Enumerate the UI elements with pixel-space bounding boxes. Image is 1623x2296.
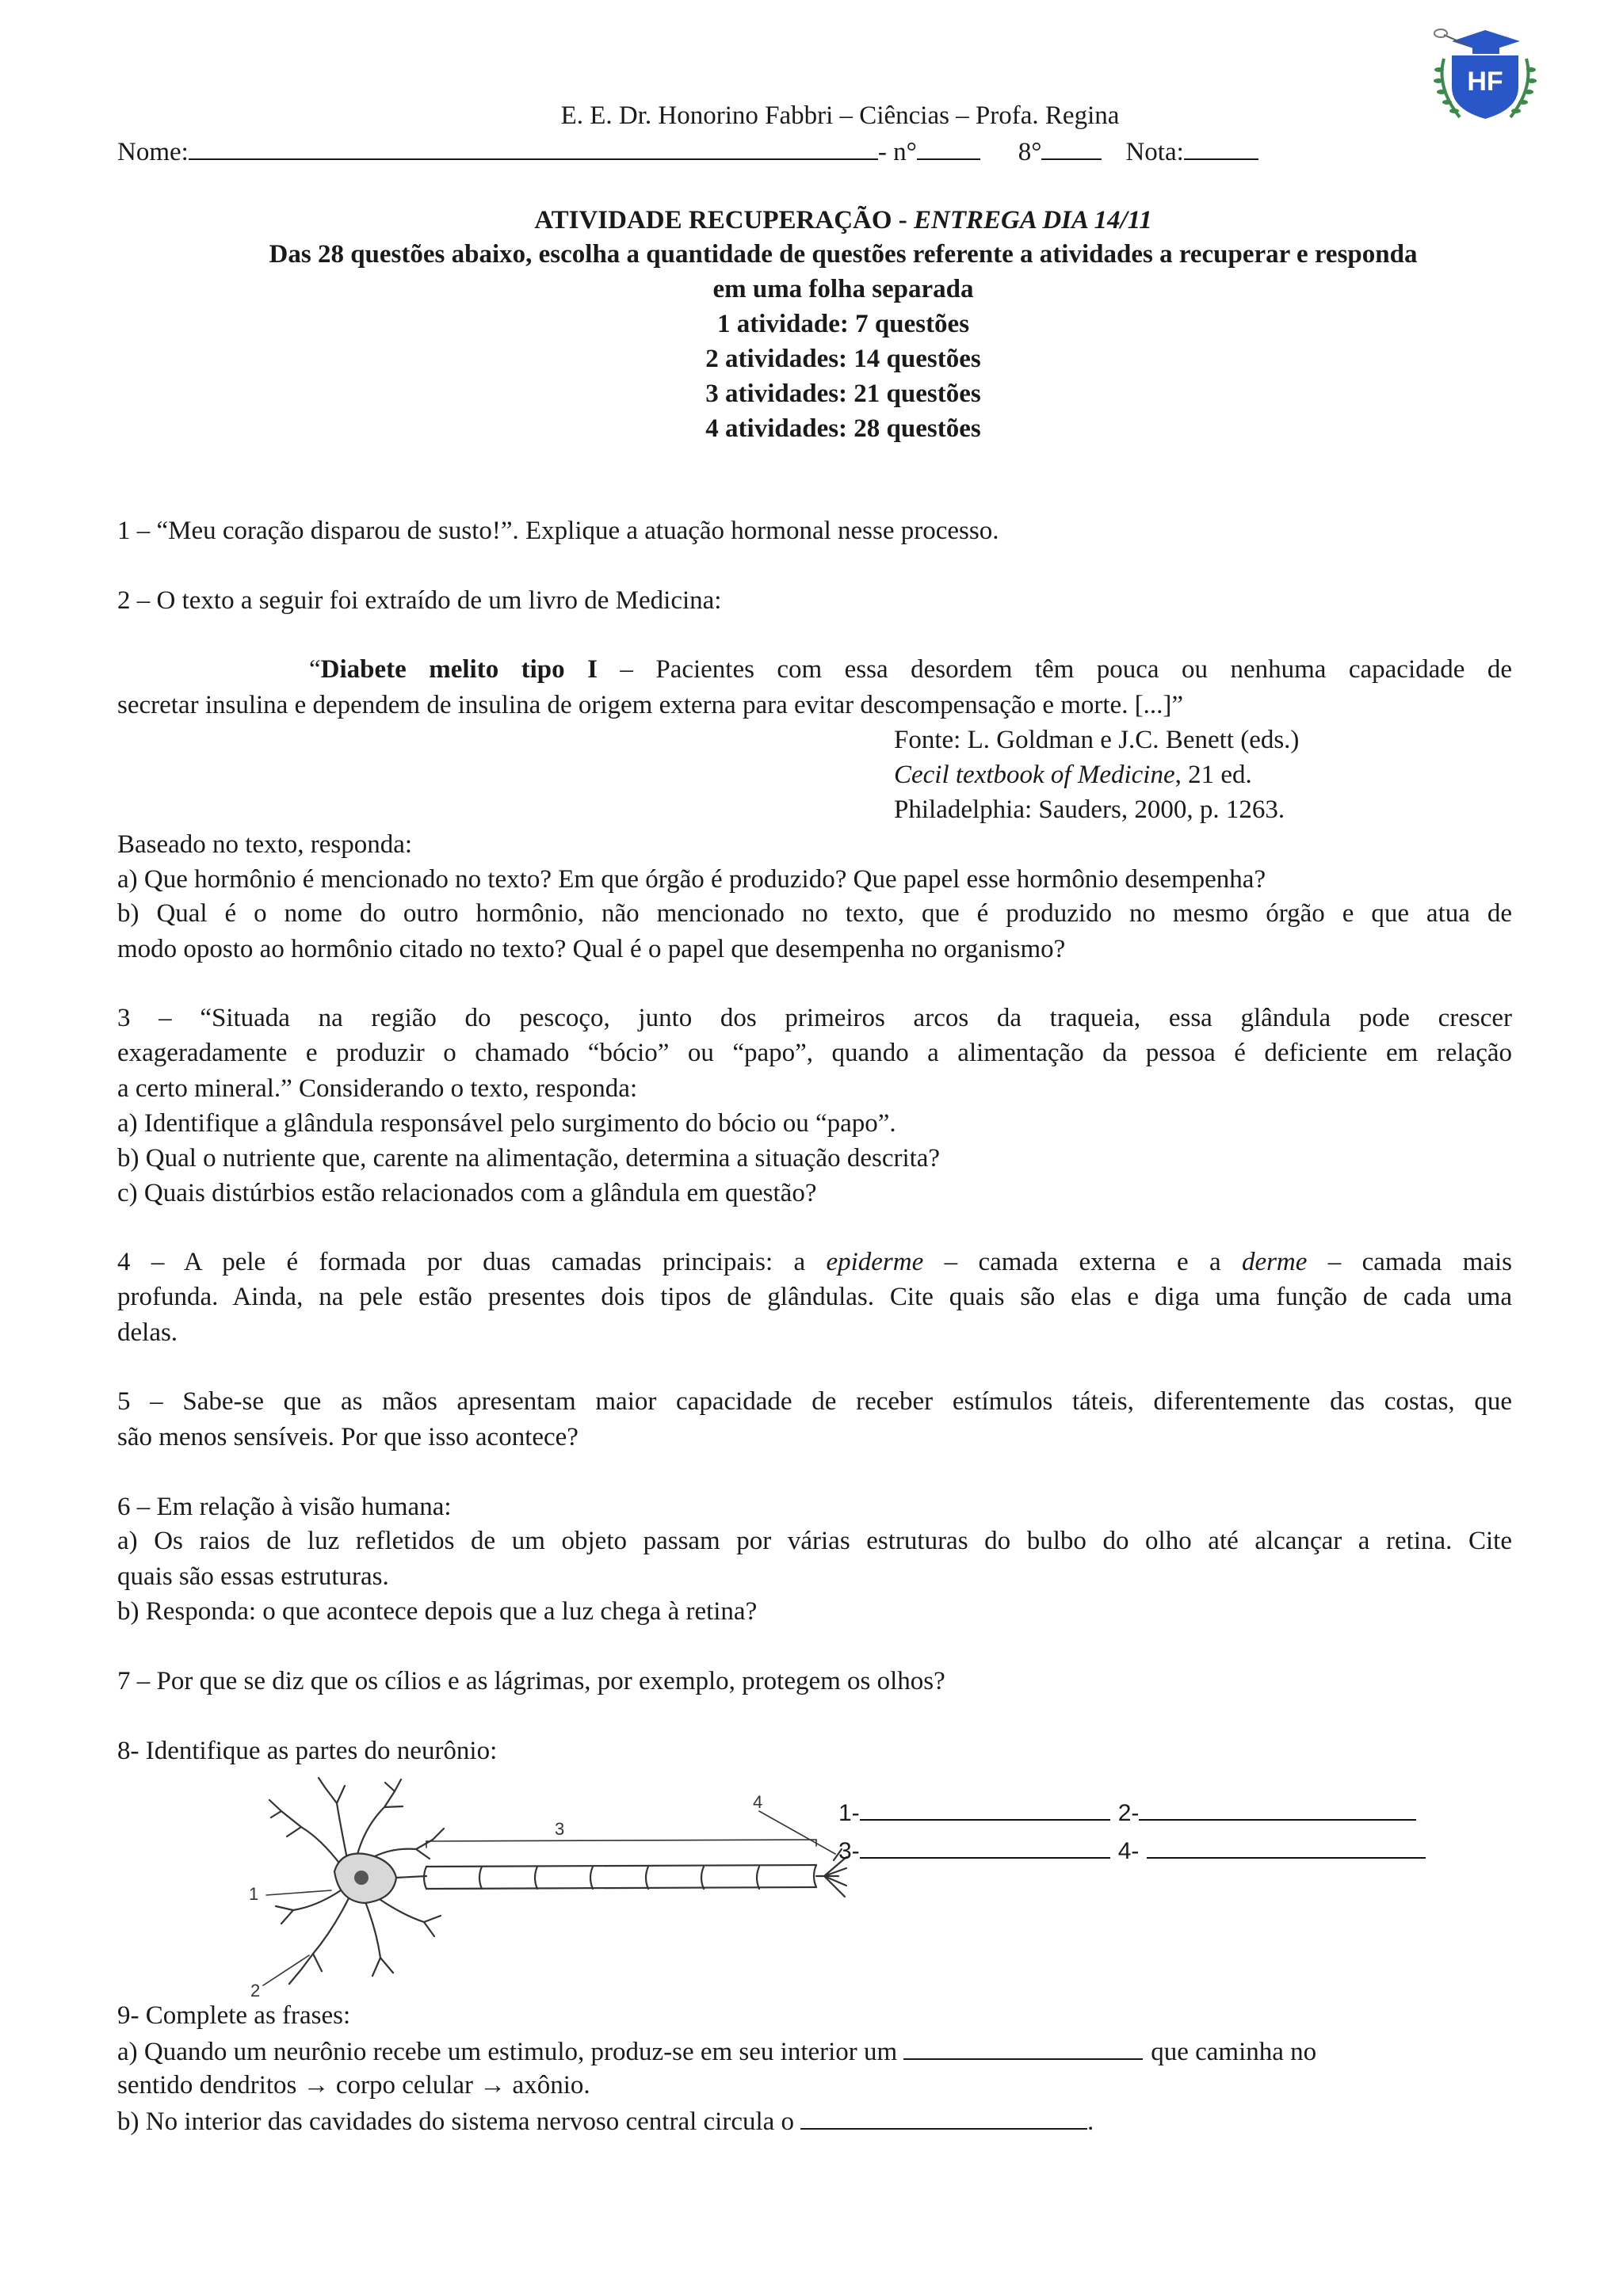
option-4: 4 atividades: 28 questões <box>705 414 981 443</box>
source-edition: , 21 ed. <box>1174 761 1252 789</box>
question-9-a-line-2: sentido dendritos → corpo celular → axônio. <box>117 2071 590 2100</box>
q9a-text-start: a) Quando um neurônio recebe um estimulo, produz-se em seu interior um <box>117 2038 898 2066</box>
title-main: ATIVIDADE RECUPERAÇÃO - <box>534 206 915 235</box>
answer-blank-3[interactable] <box>860 1835 1110 1859</box>
question-2-a: a) Que hormônio é mencionado no texto? Em que órgão é produzido? Que papel esse hormônio desempenha? <box>117 865 1266 894</box>
nota-blank[interactable] <box>1184 133 1258 160</box>
answer-blank-1[interactable] <box>860 1797 1110 1821</box>
question-6-a-line-2: quais são essas estruturas. <box>117 1562 389 1591</box>
question-3-b: b) Qual o nutriente que, carente na alimentação, determina a situação descrita? <box>117 1144 941 1173</box>
answer-label-4: 4- <box>1117 1838 1140 1864</box>
diagram-label-2: 2 <box>250 1981 261 2000</box>
serie-blank[interactable] <box>1041 133 1102 160</box>
logo-monogram: HF <box>1467 67 1503 97</box>
q4-part-a: 4 – A pele é formada por duas camadas principais: a <box>117 1248 827 1276</box>
instructions-line-2: em uma folha separada <box>712 275 974 303</box>
q9b-text: b) No interior das cavidades do sistema nervoso central circula o <box>117 2107 795 2136</box>
answer-blank-4[interactable] <box>1147 1835 1426 1859</box>
neuron-nucleus <box>354 1871 369 1885</box>
identification-line <box>117 133 1258 170</box>
serie-label: 8° <box>1018 138 1042 166</box>
q4-part-e: – camada mais <box>1307 1248 1512 1276</box>
option-2: 2 atividades: 14 questões <box>705 345 981 373</box>
quote-term: Diabete melito tipo I <box>320 655 598 684</box>
instructions-line-1: Das 28 questões abaixo, escolha a quantidade de questões referente a atividades a recuperar e responda <box>269 240 1418 269</box>
q9b-period: . <box>1087 2107 1094 2136</box>
source-line-2 <box>894 757 1252 792</box>
question-3-line-1: 3 – “Situada na região do pescoço, junto dos primeiros arcos da traqueia, essa glândula pode crescer <box>117 1004 1512 1032</box>
q9a-blank[interactable] <box>903 2033 1143 2060</box>
diagram-label-1: 1 <box>249 1884 259 1904</box>
answer-label-1: 1- <box>838 1800 860 1826</box>
question-4-line-2: profunda. Ainda, na pele estão presentes dois tipos de glândulas. Cite quais são elas e diga uma função de cada uma <box>117 1283 1512 1311</box>
neuron-diagram <box>246 1772 848 2001</box>
question-6-intro: 6 – Em relação à visão humana: <box>117 1493 452 1521</box>
question-5-line-1: 5 – Sabe-se que as mãos apresentam maior capacidade de receber estímulos táteis, diferentemente das costas, que <box>117 1387 1512 1416</box>
question-2-quote-line-2: secretar insulina e dependem de insulina de origem externa para evitar descompensação e morte. [...]” <box>117 691 1184 719</box>
question-7: 7 – Por que se diz que os cílios e as lágrimas, por exemplo, protegem os olhos? <box>117 1667 945 1695</box>
q4-term-derme: derme <box>1241 1248 1308 1276</box>
source-line-3: Philadelphia: Sauders, 2000, p. 1263. <box>894 795 1285 824</box>
nota-label: Nota: <box>1125 138 1184 166</box>
question-5-line-2: são menos sensíveis. Por que isso acontece? <box>117 1423 579 1451</box>
school-line: E. E. Dr. Honorino Fabbri – Ciências – Profa. Regina <box>560 101 1120 130</box>
question-6-a-line-1: a) Os raios de luz refletidos de um objeto passam por várias estruturas do bulbo do olho até alcançar a retina. Cite <box>117 1527 1512 1555</box>
quote-rest: – Pacientes com essa desordem têm pouca ou nenhuma capacidade de <box>597 655 1512 684</box>
neuron-answers-row-1 <box>838 1797 1416 1829</box>
quote-open: “ <box>309 655 321 684</box>
question-2-b-line-2: modo oposto ao hormônio citado no texto? Qual é o papel que desempenha no organismo? <box>117 935 1066 963</box>
question-2-b-line-1: b) Qual é o nome do outro hormônio, não mencionado no texto, que é produzido no mesmo órgão e que atua de <box>117 899 1512 928</box>
answer-blank-2[interactable] <box>1139 1797 1416 1821</box>
question-3-a: a) Identifique a glândula responsável pelo surgimento do bócio ou “papo”. <box>117 1109 896 1138</box>
question-2-intro: 2 – O texto a seguir foi extraído de um livro de Medicina: <box>117 586 722 615</box>
question-4-line-3: delas. <box>117 1318 178 1347</box>
question-9-b <box>117 2103 1094 2139</box>
question-8: 8- Identifique as partes do neurônio: <box>117 1737 498 1765</box>
numero-label: - n° <box>877 138 917 166</box>
title-deadline: ENTREGA DIA 14/11 <box>914 206 1152 235</box>
nome-label: Nome: <box>117 138 189 166</box>
source-line-1: Fonte: L. Goldman e J.C. Benett (eds.) <box>894 726 1300 754</box>
q9a-text-end: que caminha no <box>1151 2038 1317 2066</box>
question-9-a-line-1 <box>117 2033 1316 2069</box>
option-1: 1 atividade: 7 questões <box>716 310 970 338</box>
diagram-label-4: 4 <box>753 1792 763 1812</box>
question-9-intro: 9- Complete as frases: <box>117 2001 351 2030</box>
answer-label-2: 2- <box>1117 1800 1140 1826</box>
question-1: 1 – “Meu coração disparou de susto!”. Explique a atuação hormonal nesse processo. <box>117 517 999 545</box>
question-6-b: b) Responda: o que acontece depois que a luz chega à retina? <box>117 1597 758 1626</box>
question-3-line-2: exageradamente e produzir o chamado “bócio” ou “papo”, quando a alimentação da pessoa é deficiente em relação <box>117 1039 1512 1067</box>
option-3: 3 atividades: 21 questões <box>705 379 981 408</box>
diagram-label-3: 3 <box>555 1819 565 1839</box>
q9b-blank[interactable] <box>800 2103 1087 2130</box>
answer-label-3: 3- <box>838 1838 860 1864</box>
q4-term-epiderme: epiderme <box>826 1248 924 1276</box>
activity-title <box>0 203 1623 238</box>
neuron-answers-row-2 <box>838 1835 1426 1867</box>
source-book-title: Cecil textbook of Medicine <box>894 761 1175 789</box>
numero-blank[interactable] <box>917 133 980 160</box>
question-3-line-3: a certo mineral.” Considerando o texto, responda: <box>117 1074 638 1103</box>
nome-blank[interactable] <box>189 133 878 160</box>
question-3-c: c) Quais distúrbios estão relacionados com a glândula em questão? <box>117 1179 817 1207</box>
question-2-ask: Baseado no texto, responda: <box>117 830 413 859</box>
question-4-line-1 <box>117 1245 1512 1280</box>
question-2-quote-line-1 <box>309 653 1512 687</box>
q4-part-c: – camada externa e a <box>923 1248 1242 1276</box>
